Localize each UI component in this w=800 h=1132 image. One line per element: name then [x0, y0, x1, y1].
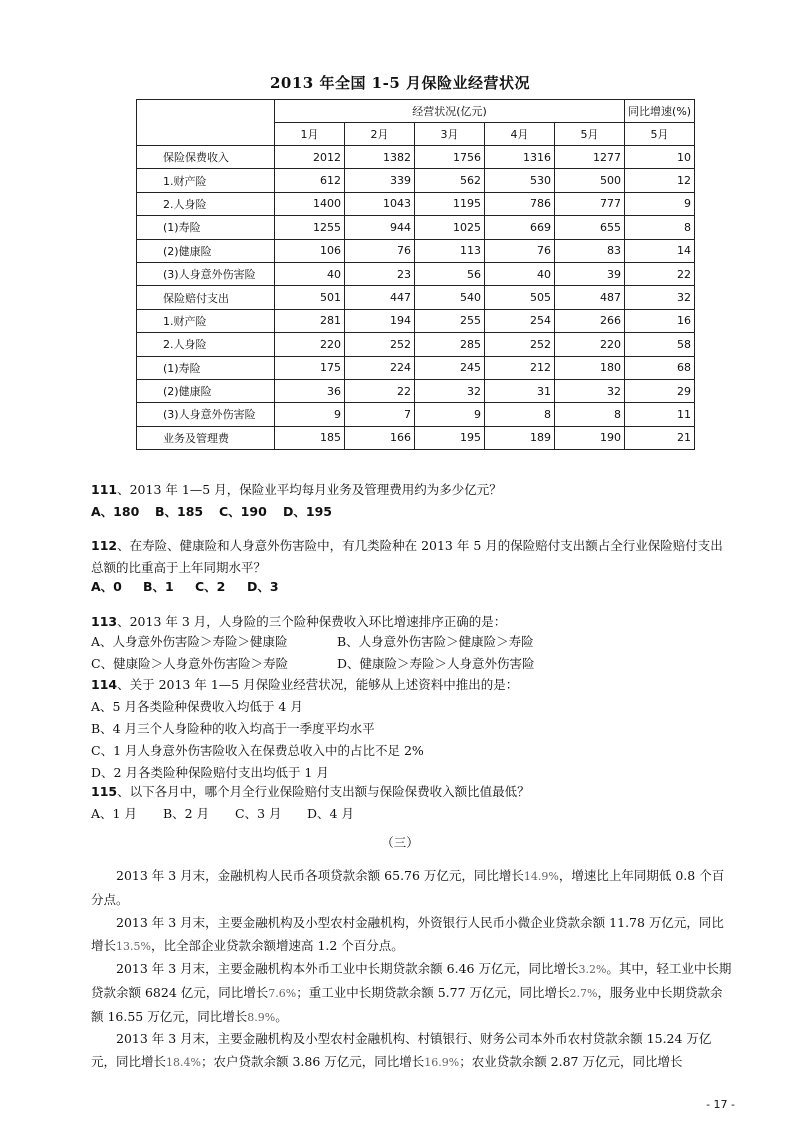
table-cell: 9	[625, 192, 695, 215]
option-b[interactable]: B、185	[155, 504, 204, 519]
table-cell: 245	[415, 356, 485, 379]
table-row	[137, 216, 695, 239]
paragraph-2	[91, 911, 733, 958]
table-cell: 281	[275, 309, 345, 332]
table-cell: 21	[625, 426, 695, 449]
table-cell: 487	[555, 286, 625, 309]
table-cell: 285	[415, 333, 485, 356]
table-cell: 944	[345, 216, 415, 239]
paragraph-text: 。其中，轻工业中长期贷款余额 6824 亿元，同比增长	[91, 961, 732, 1000]
group-header-growth: 同比增速(%)	[625, 100, 695, 123]
growth-rate: 16.9%	[424, 1056, 460, 1069]
table-cell: 8	[625, 216, 695, 239]
table-cell: 220	[275, 333, 345, 356]
option-a[interactable]: A、1 月	[91, 806, 137, 821]
table-row	[137, 239, 695, 262]
table-cell: 36	[275, 379, 345, 402]
table-cell: 505	[485, 286, 555, 309]
table-cell: 777	[555, 192, 625, 215]
insurance-stats-table	[136, 99, 695, 450]
option-d[interactable]: D、2 月各类险种保险赔付支出均低于 1 月	[91, 765, 329, 780]
table-cell: 22	[345, 379, 415, 402]
table-cell: 612	[275, 169, 345, 192]
paragraph-4	[91, 1027, 733, 1074]
option-b[interactable]: B、1	[143, 579, 174, 594]
option-a[interactable]: A、180	[91, 504, 140, 519]
option-b[interactable]: B、人身意外伤害险＞健康险＞寿险	[337, 634, 534, 649]
growth-rate: 2.7%	[569, 987, 598, 1000]
table-cell: 76	[485, 239, 555, 262]
question-111	[91, 479, 731, 501]
row-label: (1)寿险	[137, 356, 275, 379]
table-cell: 655	[555, 216, 625, 239]
row-label: 保险赔付支出	[137, 286, 275, 309]
col-header: 1月	[275, 123, 345, 146]
paragraph-text: ，服务业中长期贷款余额 16.55 万亿元，同比增长	[91, 985, 723, 1024]
table-cell: 16	[625, 309, 695, 332]
table-cell: 39	[555, 262, 625, 285]
paragraph-3	[91, 957, 733, 1029]
table-row	[137, 379, 695, 402]
table-cell: 180	[555, 356, 625, 379]
table-cell: 22	[625, 262, 695, 285]
paragraph-text: ，增速比上年同期低 0.8 个百分点。	[91, 868, 725, 907]
table-cell: 252	[345, 333, 415, 356]
question-text: 、2013 年 1—5 月，保险业平均每月业务及管理费用约为多少亿元？	[117, 482, 502, 497]
table-cell: 252	[485, 333, 555, 356]
table-cell: 500	[555, 169, 625, 192]
table-cell: 1255	[275, 216, 345, 239]
question-text: 、在寿险、健康险和人身意外伤害险中，有几类险种在 2013 年 5 月的保险赔付支出额占全行业保险赔付支出总额的比重高于上年同期水平？	[91, 538, 723, 575]
growth-rate: 18.4%	[166, 1056, 201, 1069]
paragraph-text: ；农业贷款余额 2.87 万亿元，同比增长	[459, 1054, 683, 1069]
option-d[interactable]: D、4 月	[307, 806, 354, 821]
page-number: - 17 -	[706, 1098, 735, 1111]
option-a[interactable]: A、0	[91, 579, 122, 594]
option-c[interactable]: C、3 月	[235, 806, 282, 821]
table-cell: 190	[555, 426, 625, 449]
question-112	[91, 535, 731, 579]
table-cell: 562	[415, 169, 485, 192]
table-cell: 8	[485, 403, 555, 426]
col-header: 4月	[485, 123, 555, 146]
table-corner-cell	[137, 100, 275, 146]
table-cell: 58	[625, 333, 695, 356]
paragraph-text: 2013 年 3 月末，金融机构人民币各项贷款余额 65.76 万亿元，同比增长	[116, 868, 524, 883]
question-text: 、2013 年 3 月，人身险的三个险种保费收入环比增速排序正确的是：	[117, 614, 507, 629]
table-cell: 530	[485, 169, 555, 192]
row-label: 1.财产险	[137, 309, 275, 332]
table-cell: 32	[555, 379, 625, 402]
option-c[interactable]: C、190	[219, 504, 267, 519]
table-cell: 185	[275, 426, 345, 449]
table-cell: 40	[485, 262, 555, 285]
table-cell: 669	[485, 216, 555, 239]
table-cell: 68	[625, 356, 695, 379]
table-cell: 10	[625, 146, 695, 169]
paragraph-text: 2013 年 3 月末，主要金融机构及小型农村金融机构、村镇银行、财务公司本外币农村贷款余额 15.24 万亿元，同比增长	[91, 1031, 712, 1069]
table-cell: 56	[415, 262, 485, 285]
table-row	[137, 333, 695, 356]
table-row	[137, 403, 695, 426]
table-cell: 195	[415, 426, 485, 449]
question-114	[91, 674, 731, 696]
question-text: 、以下各月中，哪个月全行业保险赔付支出额与保险保费收入额比值最低？	[117, 784, 530, 799]
row-label: (2)健康险	[137, 379, 275, 402]
paragraph-text: ；重工业中长期贷款余额 5.77 万亿元，同比增长	[296, 985, 570, 1000]
table-cell: 11	[625, 403, 695, 426]
table-cell: 40	[275, 262, 345, 285]
table-cell: 83	[555, 239, 625, 262]
option-c[interactable]: C、1 月人身意外伤害险收入在保费总收入中的占比不足 2%	[91, 743, 424, 758]
table-body	[137, 146, 695, 450]
table-cell: 220	[555, 333, 625, 356]
question-number: 111	[91, 482, 118, 497]
paragraph-1	[91, 864, 733, 911]
col-header: 5月	[555, 123, 625, 146]
table-cell: 1316	[485, 146, 555, 169]
table-cell: 540	[415, 286, 485, 309]
table-cell: 212	[485, 356, 555, 379]
table-cell: 9	[415, 403, 485, 426]
table-cell: 23	[345, 262, 415, 285]
question-113-options-row2	[91, 653, 731, 675]
paragraph-text: ；农户贷款余额 3.86 万亿元，同比增长	[200, 1054, 425, 1069]
table-cell: 1382	[345, 146, 415, 169]
option-a[interactable]: A、人身意外伤害险＞寿险＞健康险	[91, 634, 288, 649]
col-header: 3月	[415, 123, 485, 146]
growth-rate: 3.2%	[578, 963, 607, 976]
table-title: 2013 年全国 1-5 月保险业经营状况	[269, 74, 530, 92]
table-cell: 194	[345, 309, 415, 332]
row-label: 保险保费收入	[137, 146, 275, 169]
option-a[interactable]: A、5 月各类险种保费收入均低于 4 月	[91, 699, 303, 714]
question-112-options	[91, 576, 731, 598]
growth-rate: 14.9%	[523, 870, 559, 883]
row-label: (2)健康险	[137, 239, 275, 262]
question-113	[91, 611, 731, 633]
table-cell: 9	[275, 403, 345, 426]
paragraph-text: 。	[275, 1009, 288, 1024]
table-row	[137, 262, 695, 285]
growth-rate: 8.9%	[247, 1011, 276, 1024]
table-cell: 1195	[415, 192, 485, 215]
table-cell: 29	[625, 379, 695, 402]
paragraph-text: ，比全部企业贷款余额增速高 1.2 个百分点。	[150, 938, 404, 953]
table-row	[137, 309, 695, 332]
table-group-header-row	[137, 100, 695, 123]
row-label: (1)寿险	[137, 216, 275, 239]
row-label: 业务及管理费	[137, 426, 275, 449]
growth-rate: 13.5%	[116, 940, 151, 953]
table-cell: 1400	[275, 192, 345, 215]
row-label: 2.人身险	[137, 333, 275, 356]
option-c[interactable]: C、2	[195, 579, 226, 594]
table-cell: 447	[345, 286, 415, 309]
table-cell: 501	[275, 286, 345, 309]
table-cell: 32	[625, 286, 695, 309]
table-cell: 113	[415, 239, 485, 262]
question-115-options	[91, 803, 731, 825]
row-label: 2.人身险	[137, 192, 275, 215]
table-cell: 224	[345, 356, 415, 379]
col-header: 5月	[625, 123, 695, 146]
table-cell: 266	[555, 309, 625, 332]
question-number: 113	[91, 614, 118, 629]
question-number: 114	[91, 677, 118, 692]
col-header: 2月	[345, 123, 415, 146]
table-cell: 175	[275, 356, 345, 379]
table-cell: 12	[625, 169, 695, 192]
option-d[interactable]: D、195	[283, 504, 332, 519]
table-cell: 7	[345, 403, 415, 426]
option-b[interactable]: B、4 月三个人身险种的收入均高于一季度平均水平	[91, 721, 375, 736]
table-cell: 1043	[345, 192, 415, 215]
paragraph-text: 2013 年 3 月末，主要金融机构及小型农村金融机构，外资银行人民币小微企业贷款余额 11.78 万亿元，同比增长	[91, 915, 724, 953]
table-cell: 189	[485, 426, 555, 449]
growth-rate: 7.6%	[268, 987, 297, 1000]
group-header-operations: 经营状况(亿元)	[275, 100, 625, 123]
question-111-options	[91, 501, 731, 523]
option-d[interactable]: D、3	[247, 579, 279, 594]
table-cell: 76	[345, 239, 415, 262]
table-row	[137, 426, 695, 449]
table-cell: 1025	[415, 216, 485, 239]
option-b[interactable]: B、2 月	[163, 806, 210, 821]
table-cell: 339	[345, 169, 415, 192]
section-title: （三）	[381, 835, 419, 850]
table-row	[137, 146, 695, 169]
table-row	[137, 169, 695, 192]
paragraph-text: 2013 年 3 月末，主要金融机构本外币工业中长期贷款余额 6.46 万亿元，同比增长	[116, 961, 579, 976]
row-label: (3)人身意外伤害险	[137, 403, 275, 426]
table-cell: 255	[415, 309, 485, 332]
table-row	[137, 192, 695, 215]
option-c[interactable]: C、健康险＞人身意外伤害险＞寿险	[91, 656, 289, 671]
question-number: 115	[91, 784, 118, 799]
table-cell: 14	[625, 239, 695, 262]
table-cell: 32	[415, 379, 485, 402]
option-d[interactable]: D、健康险＞寿险＞人身意外伤害险	[337, 656, 535, 671]
table-cell: 8	[555, 403, 625, 426]
table-cell: 166	[345, 426, 415, 449]
table-cell: 106	[275, 239, 345, 262]
question-text: 、关于 2013 年 1—5 月保险业经营状况，能够从上述资料中推出的是：	[117, 677, 519, 692]
question-115	[91, 781, 731, 803]
table-cell: 31	[485, 379, 555, 402]
table-cell: 786	[485, 192, 555, 215]
table-cell: 254	[485, 309, 555, 332]
table-cell: 2012	[275, 146, 345, 169]
table-cell: 1756	[415, 146, 485, 169]
question-number: 112	[91, 538, 118, 553]
row-label: (3)人身意外伤害险	[137, 262, 275, 285]
table-cell: 1277	[555, 146, 625, 169]
table-row	[137, 286, 695, 309]
question-113-options-row1	[91, 631, 731, 653]
table-row	[137, 356, 695, 379]
row-label: 1.财产险	[137, 169, 275, 192]
